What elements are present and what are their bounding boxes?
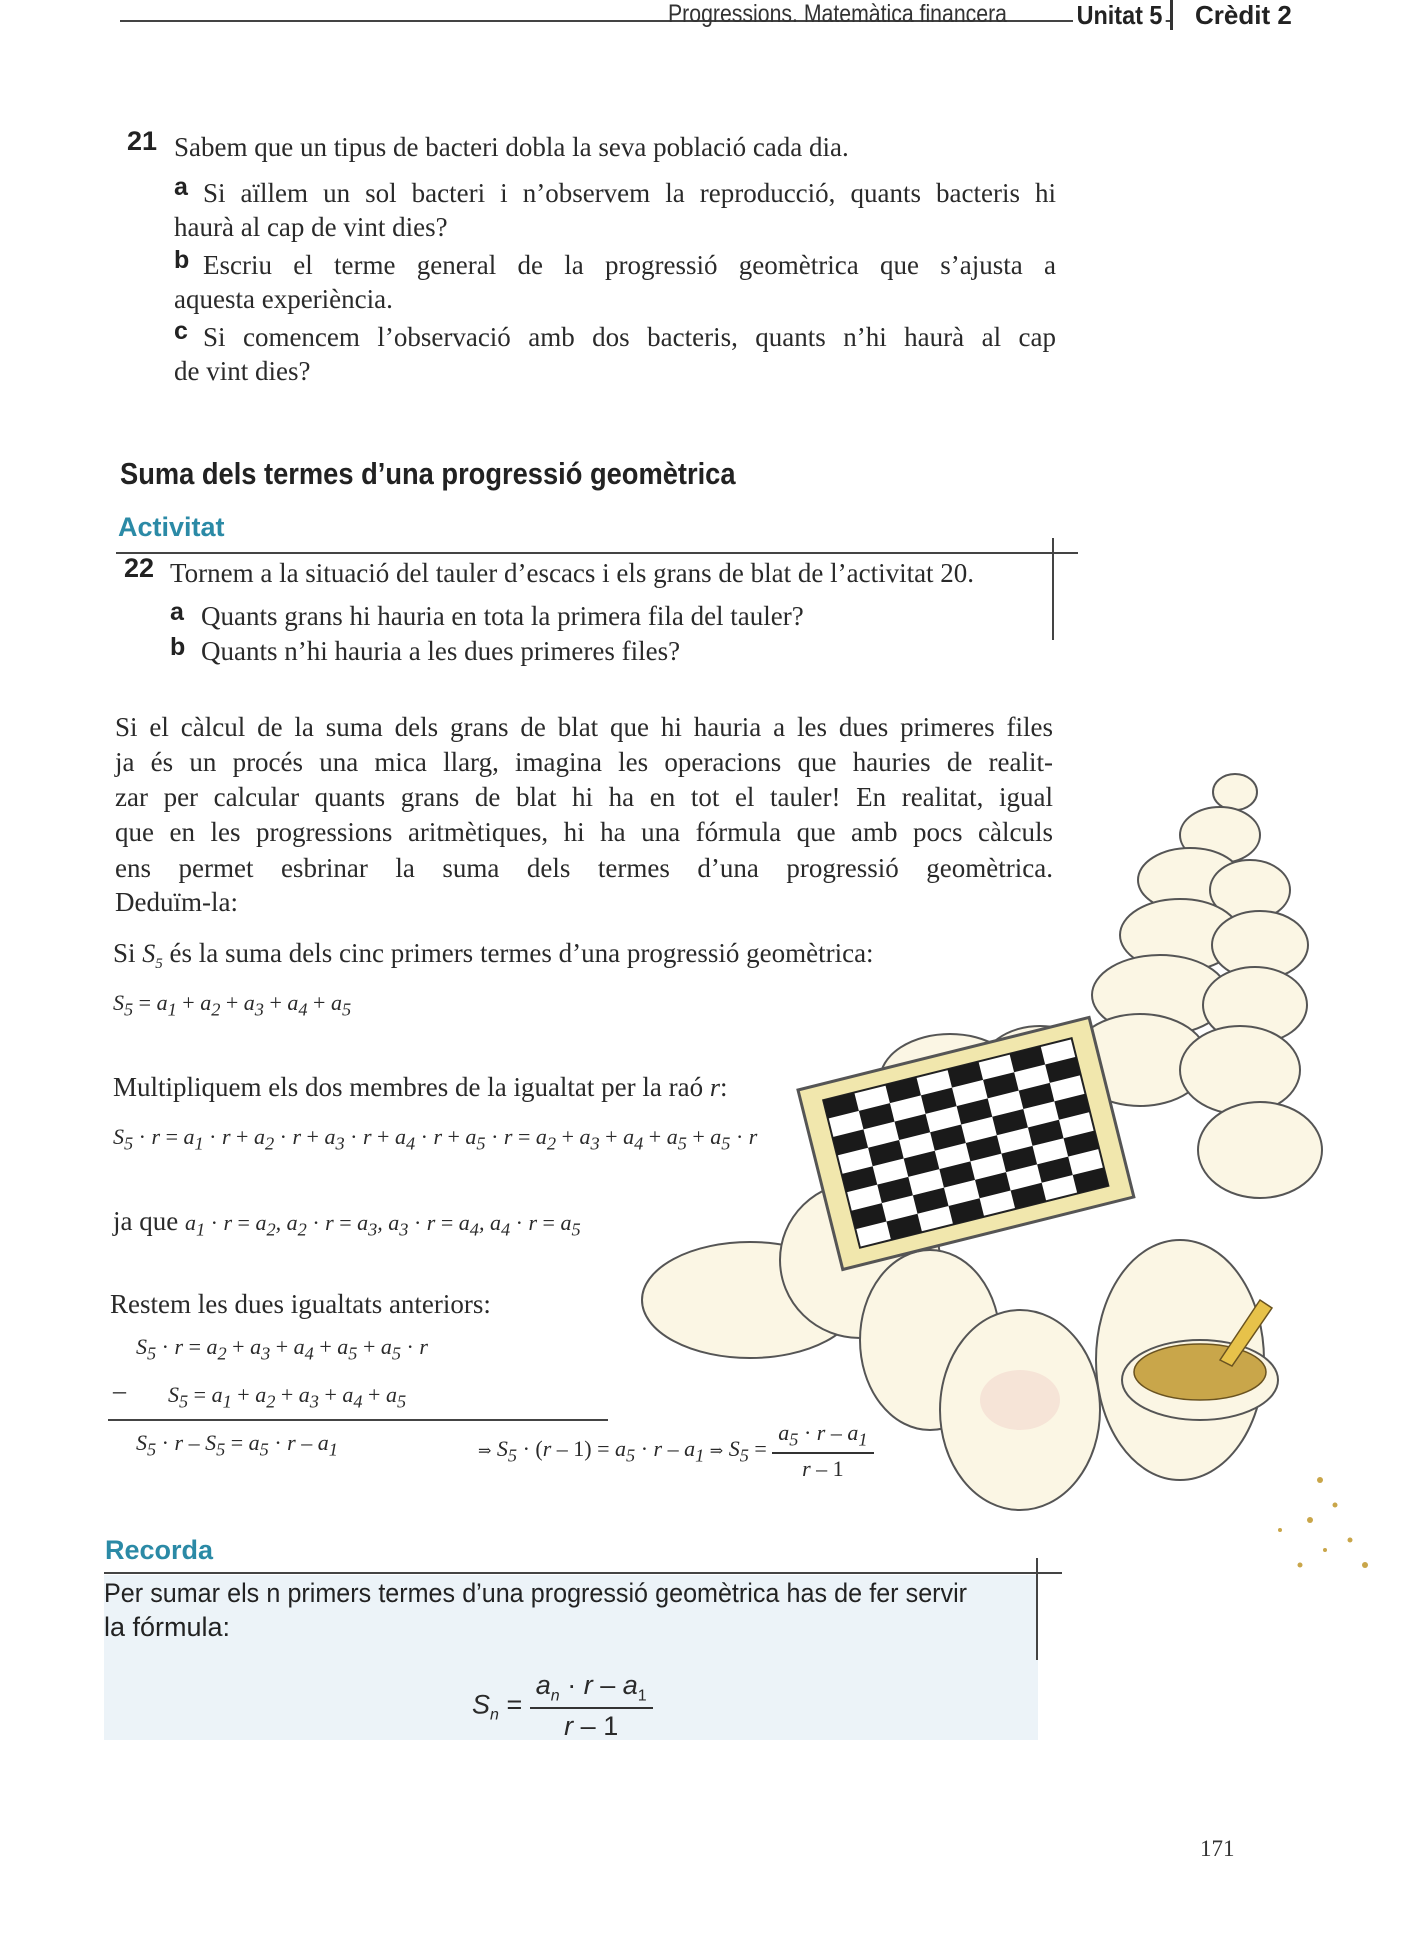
si-suffix: és la suma dels cinc primers termes d’una progressió geomètrica: bbox=[169, 938, 874, 968]
question-21-c-label: c bbox=[174, 317, 188, 345]
si-s5-line: Si $S_5$ és la suma dels cinc primers termes d’una progressió geomètrica: bbox=[113, 938, 874, 973]
question-21-a-line1: Si aïllem un sol bacteri i n’observem la reproducció, quants bacteris hi bbox=[203, 178, 1056, 208]
header-credit: Crèdit 2 bbox=[1195, 0, 1292, 30]
question-22-number: 22 bbox=[124, 553, 155, 583]
question-21-c-line1: Si comencem l’observació amb dos bacteris, quants n’hi haurà al cap bbox=[203, 322, 1056, 352]
multipliquem-text: Multipliquem els dos membres de la igualtat per la raó bbox=[113, 1072, 704, 1102]
sack-small bbox=[1213, 774, 1257, 810]
activitat-label: Activitat bbox=[118, 512, 225, 542]
ja-que-text: ja que bbox=[113, 1206, 179, 1236]
header-rule bbox=[120, 20, 1173, 22]
header-title: Progressions. Matemàtica financera bbox=[668, 0, 1007, 28]
header-separator bbox=[1170, 0, 1173, 30]
subtraction-row-1: $S_5 \cdot r = a_2 + a_3 + a_4 + a_5 + a_5 \cdot r$ bbox=[136, 1334, 428, 1364]
recorda-label: Recorda bbox=[105, 1535, 214, 1565]
ja-que-line: ja que $a_1 \cdot r = a_2$, $a_2 \cdot r = a_3$, $a_3 \cdot r = a_4$, $a_4 \cdot r = a_5$ bbox=[113, 1206, 581, 1240]
question-22-a-label: a bbox=[170, 598, 184, 626]
subtraction-row-2: $S_5 = a_1 + a_2 + a_3 + a_4 + a_5$ bbox=[168, 1382, 407, 1412]
question-22-b-label: b bbox=[170, 633, 186, 661]
recorda-line-1: Per sumar els n primers termes d’una progressió geomètrica has de fer servir bbox=[104, 1578, 968, 1608]
derived-formula: ⇒ $S_5 \cdot (r - 1) = a_5 \cdot r - a_1$ ⇒ $S_5$ = $\frac{a_5 \cdot r - a_1}{r - 1}$ bbox=[478, 1420, 874, 1482]
body-line-5: ens permet esbrinar la suma dels termes d’una progressió geomètrica. bbox=[115, 853, 1053, 883]
sack bbox=[1180, 1026, 1300, 1114]
equation-s5-times-r: $S_5 \cdot r = a_1 \cdot r + a_2 \cdot r + a_3 \cdot r + a_4 \cdot r + a_5 \cdot r = a_2 + a_3 + a_4 + a_5 + a_5 \cdot r$ bbox=[113, 1124, 758, 1154]
activitat-right-rule bbox=[1052, 538, 1054, 640]
question-21-a-line2: haurà al cap de vint dies? bbox=[174, 212, 448, 242]
question-22-b-text: Quants n’hi hauria a les dues primeres files? bbox=[201, 636, 681, 666]
body-line-2: ja és un procés una mica llarg, imagina les operacions que hauries de realit- bbox=[115, 747, 1053, 777]
question-21-stem: Sabem que un tipus de bacteri dobla la seva població cada dia. bbox=[174, 132, 849, 162]
chessboard bbox=[798, 1017, 1134, 1269]
header-unit: Unitat 5 bbox=[1073, 0, 1166, 31]
question-21-number: 21 bbox=[127, 126, 158, 156]
question-22-a-text: Quants grans hi hauria en tota la primera fila del tauler? bbox=[201, 601, 804, 631]
recorda-top-rule bbox=[104, 1572, 1062, 1574]
minus-sign: – bbox=[113, 1376, 126, 1405]
section-title: Suma dels termes d’una progressió geomètrica bbox=[120, 456, 736, 491]
restem-text: Restem les dues igualtats anteriors: bbox=[110, 1289, 491, 1319]
page-number: 171 bbox=[1200, 1836, 1235, 1861]
question-22-stem: Tornem a la situació del tauler d’escacs i els grans de blat de l’activitat 20. bbox=[170, 558, 975, 588]
body-line-3: zar per calcular quants grans de blat hi ha en tot el tauler! En realitat, igual bbox=[115, 782, 1053, 812]
body-line-1: Si el càlcul de la suma dels grans de blat que hi hauria a les dues primeres files bbox=[115, 712, 1053, 742]
question-21-b-line1: Escriu el terme general de la progressió geomètrica que s’ajusta a bbox=[203, 250, 1056, 280]
activitat-top-rule bbox=[116, 552, 1078, 554]
question-21-b-line2: aquesta experiència. bbox=[174, 284, 393, 314]
question-21-b-label: b bbox=[174, 246, 190, 274]
recorda-line-2: la fórmula: bbox=[104, 1612, 231, 1642]
body-line-4: que en les progressions aritmètiques, hi ha una fórmula que amb pocs càlculs bbox=[115, 817, 1053, 847]
equation-s5-sum: $S_5 = a_1 + a_2 + a_3 + a_4 + a_5$ bbox=[113, 990, 352, 1020]
sack bbox=[1198, 1102, 1322, 1198]
recorda-right-rule bbox=[1036, 1558, 1038, 1660]
si-prefix: Si bbox=[113, 938, 136, 968]
multipliquem-line: Multipliquem els dos membres de la igualtat per la raó r: bbox=[113, 1072, 728, 1102]
subtraction-result: $S_5 \cdot r - S_5 = a_5 \cdot r - a_1$ bbox=[136, 1430, 338, 1460]
question-21-c-line2: de vint dies? bbox=[174, 356, 311, 386]
body-line-6: Deduïm-la: bbox=[115, 887, 238, 917]
recorda-formula: $S_n$ = $\frac{a_n \cdot r - a_1}{r - 1}$ bbox=[472, 1670, 653, 1742]
question-21-a-label: a bbox=[174, 173, 188, 201]
grain-sacks-chessboard-illustration bbox=[620, 760, 1380, 1640]
